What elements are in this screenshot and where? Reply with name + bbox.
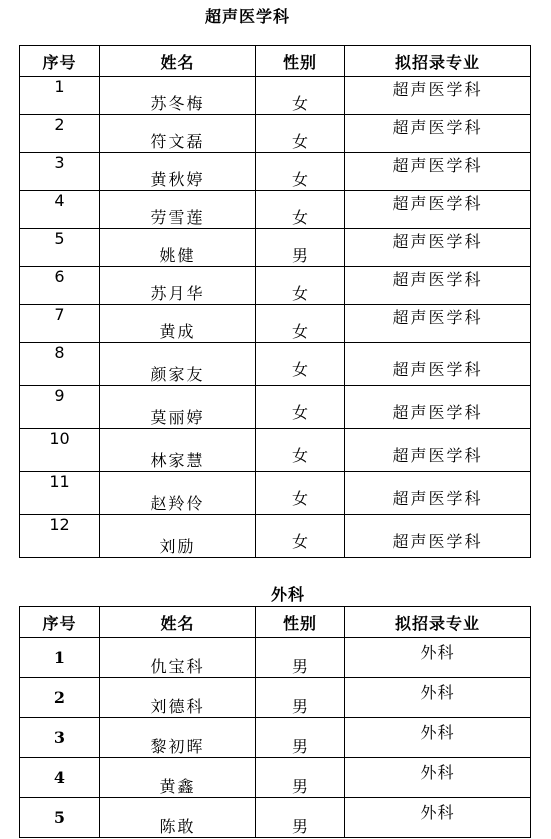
cell-name: 劳雪莲 — [100, 191, 256, 229]
table-row — [20, 678, 531, 718]
table-header-row — [20, 607, 531, 638]
header-seq: 序号 — [20, 46, 100, 77]
table-row — [20, 429, 531, 472]
table-row — [20, 229, 531, 267]
table-header-row — [20, 46, 531, 77]
table-row — [20, 343, 531, 386]
cell-major: 外科 — [345, 638, 531, 678]
cell-name: 颜家友 — [100, 343, 256, 386]
section-title-ultrasound: 超声医学科 — [205, 7, 291, 26]
cell-seq: 1 — [20, 77, 100, 115]
cell-seq: 2 — [20, 115, 100, 153]
table-row — [20, 267, 531, 305]
cell-seq: 2 — [20, 678, 100, 718]
cell-name: 刘励 — [100, 515, 256, 558]
cell-seq: 11 — [20, 472, 100, 515]
cell-seq: 5 — [20, 798, 100, 838]
cell-name: 黄成 — [100, 305, 256, 343]
cell-seq: 3 — [20, 718, 100, 758]
cell-name: 符文磊 — [100, 115, 256, 153]
table-row — [20, 153, 531, 191]
cell-seq: 1 — [20, 638, 100, 678]
table-row — [20, 515, 531, 558]
cell-name: 姚健 — [100, 229, 256, 267]
cell-gender: 女 — [256, 305, 345, 343]
cell-name: 仇宝科 — [100, 638, 256, 678]
cell-gender: 女 — [256, 267, 345, 305]
cell-gender: 男 — [256, 718, 345, 758]
cell-major: 超声医学科 — [345, 153, 531, 191]
cell-seq: 10 — [20, 429, 100, 472]
cell-gender: 女 — [256, 153, 345, 191]
cell-seq: 7 — [20, 305, 100, 343]
table-row — [20, 115, 531, 153]
cell-major: 超声医学科 — [345, 191, 531, 229]
cell-major: 外科 — [345, 718, 531, 758]
ultrasound-roster-table — [19, 45, 531, 558]
table-row — [20, 191, 531, 229]
surgery-roster-table — [19, 606, 531, 838]
cell-gender: 男 — [256, 638, 345, 678]
cell-major: 超声医学科 — [345, 386, 531, 429]
cell-seq: 6 — [20, 267, 100, 305]
header-seq: 序号 — [20, 607, 100, 638]
cell-major: 超声医学科 — [345, 472, 531, 515]
table-row — [20, 758, 531, 798]
cell-seq: 9 — [20, 386, 100, 429]
cell-seq: 12 — [20, 515, 100, 558]
header-name: 姓名 — [100, 607, 256, 638]
cell-major: 超声医学科 — [345, 115, 531, 153]
cell-major: 外科 — [345, 798, 531, 838]
table-row — [20, 638, 531, 678]
cell-name: 黎初晖 — [100, 718, 256, 758]
cell-gender: 男 — [256, 798, 345, 838]
cell-name: 陈敢 — [100, 798, 256, 838]
cell-name: 黄鑫 — [100, 758, 256, 798]
section-title-surgery: 外科 — [271, 585, 306, 604]
cell-seq: 8 — [20, 343, 100, 386]
cell-name: 刘德科 — [100, 678, 256, 718]
table-row — [20, 798, 531, 838]
cell-gender: 男 — [256, 758, 345, 798]
cell-name: 苏月华 — [100, 267, 256, 305]
header-gender: 性别 — [256, 607, 345, 638]
cell-gender: 女 — [256, 472, 345, 515]
cell-major: 超声医学科 — [345, 343, 531, 386]
table-row — [20, 718, 531, 758]
cell-seq: 4 — [20, 191, 100, 229]
header-major: 拟招录专业 — [345, 46, 531, 77]
cell-major: 超声医学科 — [345, 229, 531, 267]
table-row — [20, 77, 531, 115]
cell-gender: 女 — [256, 515, 345, 558]
cell-name: 林家慧 — [100, 429, 256, 472]
cell-name: 莫丽婷 — [100, 386, 256, 429]
table-row — [20, 386, 531, 429]
cell-major: 超声医学科 — [345, 515, 531, 558]
cell-gender: 女 — [256, 77, 345, 115]
cell-gender: 女 — [256, 343, 345, 386]
cell-major: 超声医学科 — [345, 305, 531, 343]
cell-name: 苏冬梅 — [100, 77, 256, 115]
header-gender: 性别 — [256, 46, 345, 77]
header-major: 拟招录专业 — [345, 607, 531, 638]
cell-seq: 4 — [20, 758, 100, 798]
cell-gender: 男 — [256, 678, 345, 718]
cell-gender: 男 — [256, 229, 345, 267]
cell-major: 外科 — [345, 758, 531, 798]
cell-gender: 女 — [256, 429, 345, 472]
cell-name: 黄秋婷 — [100, 153, 256, 191]
cell-name: 赵羚伶 — [100, 472, 256, 515]
table-row — [20, 472, 531, 515]
cell-gender: 女 — [256, 115, 345, 153]
cell-gender: 女 — [256, 386, 345, 429]
cell-major: 超声医学科 — [345, 429, 531, 472]
cell-major: 超声医学科 — [345, 267, 531, 305]
cell-major: 外科 — [345, 678, 531, 718]
table-row — [20, 305, 531, 343]
cell-major: 超声医学科 — [345, 77, 531, 115]
header-name: 姓名 — [100, 46, 256, 77]
cell-seq: 5 — [20, 229, 100, 267]
cell-gender: 女 — [256, 191, 345, 229]
cell-seq: 3 — [20, 153, 100, 191]
